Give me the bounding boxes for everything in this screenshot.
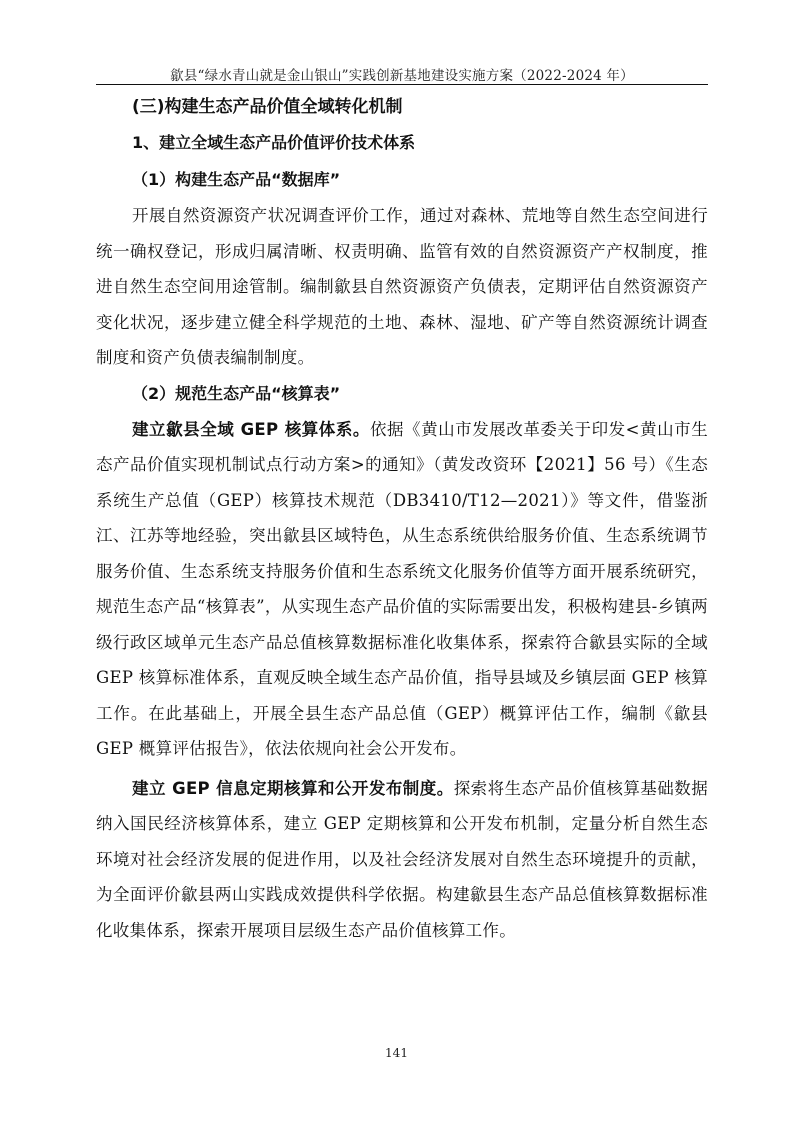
paragraph-body-gep-system: 依据《黄山市发展改革委关于印发<黄山市生态产品价值实现机制试点行动方案>的通知》（黄发改资环【2021】56 号）《生态系统生产总值（GEP）核算技术规范（DB3410/T12—2021）》等文件，借鉴浙江、江苏等地经验，突出歙县区域特色，从生态系统供给服务价值、生态系统调节服务价值、生态系统支持服务价值和生态系统文化服务价值等方面开展系统研究，规范生态产品“核算表”，从实现生态产品价值的实际需要出发，积极构建县-乡镇两级行政区域单元生态产品总值核算数据标准化收集体系，探索符合歙县实际的全域 GEP 核算标准体系，直观反映全域生态产品价值，指导县域及乡镇层面 GEP 核算工作。在此基础上，开展全县生态产品总值（GEP）概算评估工作，编制《歙县 GEP 概算评估报告》，依法依规向社会公开发布。 — [96, 419, 708, 758]
paragraph-body-gep-publication: 探索将生态产品价值核算基础数据纳入国民经济核算体系，建立 GEP 定期核算和公开发布机制，定量分析自然生态环境对社会经济发展的促进作用，以及社会经济发展对自然生态环境提升的贡献，为全面评价歙县两山实践成效提供科学依据。构建歙县生态产品总值核算数据标准化收集体系，探索开展项目层级生态产品价值核算工作。 — [96, 778, 709, 940]
page-number: 141 — [385, 1046, 408, 1060]
item-title-database: （1）构建生态产品“数据库” — [132, 170, 341, 189]
running-header: 歙县“绿水青山就是金山银山”实践创新基地建设实施方案（2022-2024 年） — [170, 68, 634, 84]
paragraph-lead-gep-system: 建立歙县全域 GEP 核算体系。 — [132, 419, 370, 439]
item-title-accounting-table: （2）规范生态产品“核算表” — [132, 383, 341, 403]
paragraph-gep-system — [96, 412, 708, 767]
header-rule — [96, 84, 708, 85]
paragraph-lead-gep-publication: 建立 GEP 信息定期核算和公开发布制度。 — [132, 778, 454, 798]
subsection-title: 1、建立全域生态产品价值评价技术体系 — [132, 133, 416, 152]
paragraph-database: 开展自然资源资产状况调查评价工作，通过对森林、荒地等自然生态空间进行统一确权登记，形成归属清晰、权责明确、监管有效的自然资源资产产权制度，推进自然生态空间用途管制。编制歙县自然资源资产负债表，定期评估自然资源资产变化状况，逐步建立健全科学规范的土地、森林、湿地、矿产等自然资源统计调查制度和资产负债表编制制度。 — [96, 206, 708, 367]
page-content — [96, 90, 708, 948]
section-title: (三)构建生态产品价值全域转化机制 — [132, 97, 403, 117]
paragraph-gep-publication — [96, 771, 708, 949]
